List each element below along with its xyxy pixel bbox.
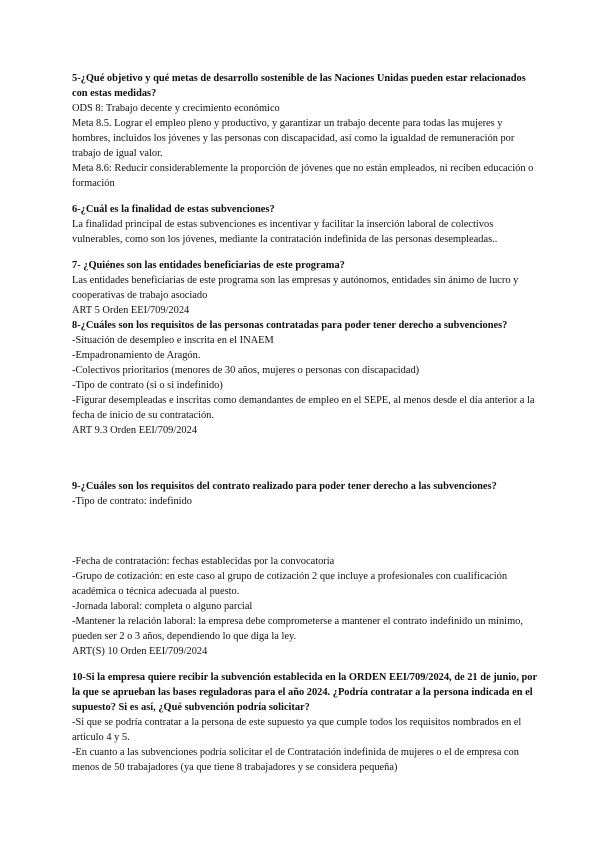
answer-5-meta-8-6: Meta 8.6: Reducir considerablemente la proporción de jóvenes que no están empleados, ni reciben educación o formación <box>72 163 534 189</box>
answer-8-item: -Situación de desempleo e inscrita en el INAEM <box>72 335 274 346</box>
question-5-heading: 5-¿Qué objetivo y qué metas de desarrollo sostenible de las Naciones Unidas pueden estar relacionados con estas medidas? <box>72 73 526 99</box>
answer-10-item: -Si que se podría contratar a la persona de este supuesto ya que cumple todos los requisitos nombrados en el artículo 4 y 5. <box>72 717 522 743</box>
answer-9-item: -Fecha de contratación: fechas establecidas por la convocatoria <box>72 556 335 567</box>
question-8-heading: 8-¿Cuáles son los requisitos de las personas contratadas para poder tener derecho a subvenciones? <box>72 320 508 331</box>
answer-5-meta-8-5: Meta 8.5. Lograr el empleo pleno y productivo, y garantizar un trabajo decente para todas las mujeres y hombres, incluidos los jóvenes y las personas con discapacidad, así como la igualdad de remuneración por trabajo de igual valor. <box>72 118 515 159</box>
question-9-heading: 9-¿Cuáles son los requisitos del contrato realizado para poder tener derecho a las subvenciones? <box>72 481 497 492</box>
answer-7-reference: ART 5 Orden EEI/709/2024 <box>72 305 190 316</box>
answer-9-reference: ART(S) 10 Orden EEI/709/2024 <box>72 646 208 657</box>
answer-7-text: Las entidades beneficiarias de este programa son las empresas y autónomos, entidades sin ánimo de lucro y cooperativas de trabajo asociado <box>72 275 519 301</box>
answer-9-item: -Jornada laboral: completa o alguno parcial <box>72 601 253 612</box>
answer-9-item: -Mantener la relación laboral: la empresa debe comprometerse a mantener el contrato indefinido un mínimo, pueden ser 2 o 3 años, dependiendo lo que diga la ley. <box>72 616 523 642</box>
document-body <box>72 71 542 775</box>
answer-8-item: -Colectivos prioritarios (menores de 30 años, mujeres o personas con discapacidad) <box>72 365 420 376</box>
answer-8-item: -Empadronamiento de Aragón. <box>72 350 201 361</box>
question-7-heading: 7- ¿Quiénes son las entidades beneficiarias de este programa? <box>72 260 345 271</box>
question-6-heading: 6-¿Cuál es la finalidad de estas subvenciones? <box>72 204 275 215</box>
answer-5-ods: ODS 8: Trabajo decente y crecimiento económico <box>72 103 280 114</box>
answer-9-contract-type: -Tipo de contrato: indefinido <box>72 496 192 507</box>
answer-9-item: -Grupo de cotización: en este caso al grupo de cotización 2 que incluye a profesionales con cualificación académica o técnica adecuada al puesto. <box>72 571 508 597</box>
answer-10-item: -En cuanto a las subvenciones podría solicitar el de Contratación indefinida de mujeres o el de empresa con menos de 50 trabajadores (ya que tiene 8 trabajadores y se considera pequeña) <box>72 747 519 773</box>
question-10-heading: 10-Si la empresa quiere recibir la subvención establecida en la ORDEN EEI/709/2024, de 21 de junio, por la que se aprueban las bases reguladoras para el año 2024. ¿Podría contratar a la persona indicada en el supuesto? Si es así, ¿Qué subvención podría solicitar? <box>72 672 537 713</box>
answer-8-item: -Figurar desempleadas e inscritas como demandantes de empleo en el SEPE, al menos desde el día anterior a la fecha de inicio de su contratación. <box>72 395 535 421</box>
answer-8-item: -Tipo de contrato (si o si indefinido) <box>72 380 223 391</box>
answer-8-reference: ART 9.3 Orden EEI/709/2024 <box>72 425 198 436</box>
answer-6-text: La finalidad principal de estas subvenciones es incentivar y facilitar la inserción laboral de colectivos vulnerables, como son los jóvenes, mediante la contratación indefinida de las personas desempleadas.. <box>72 219 498 245</box>
